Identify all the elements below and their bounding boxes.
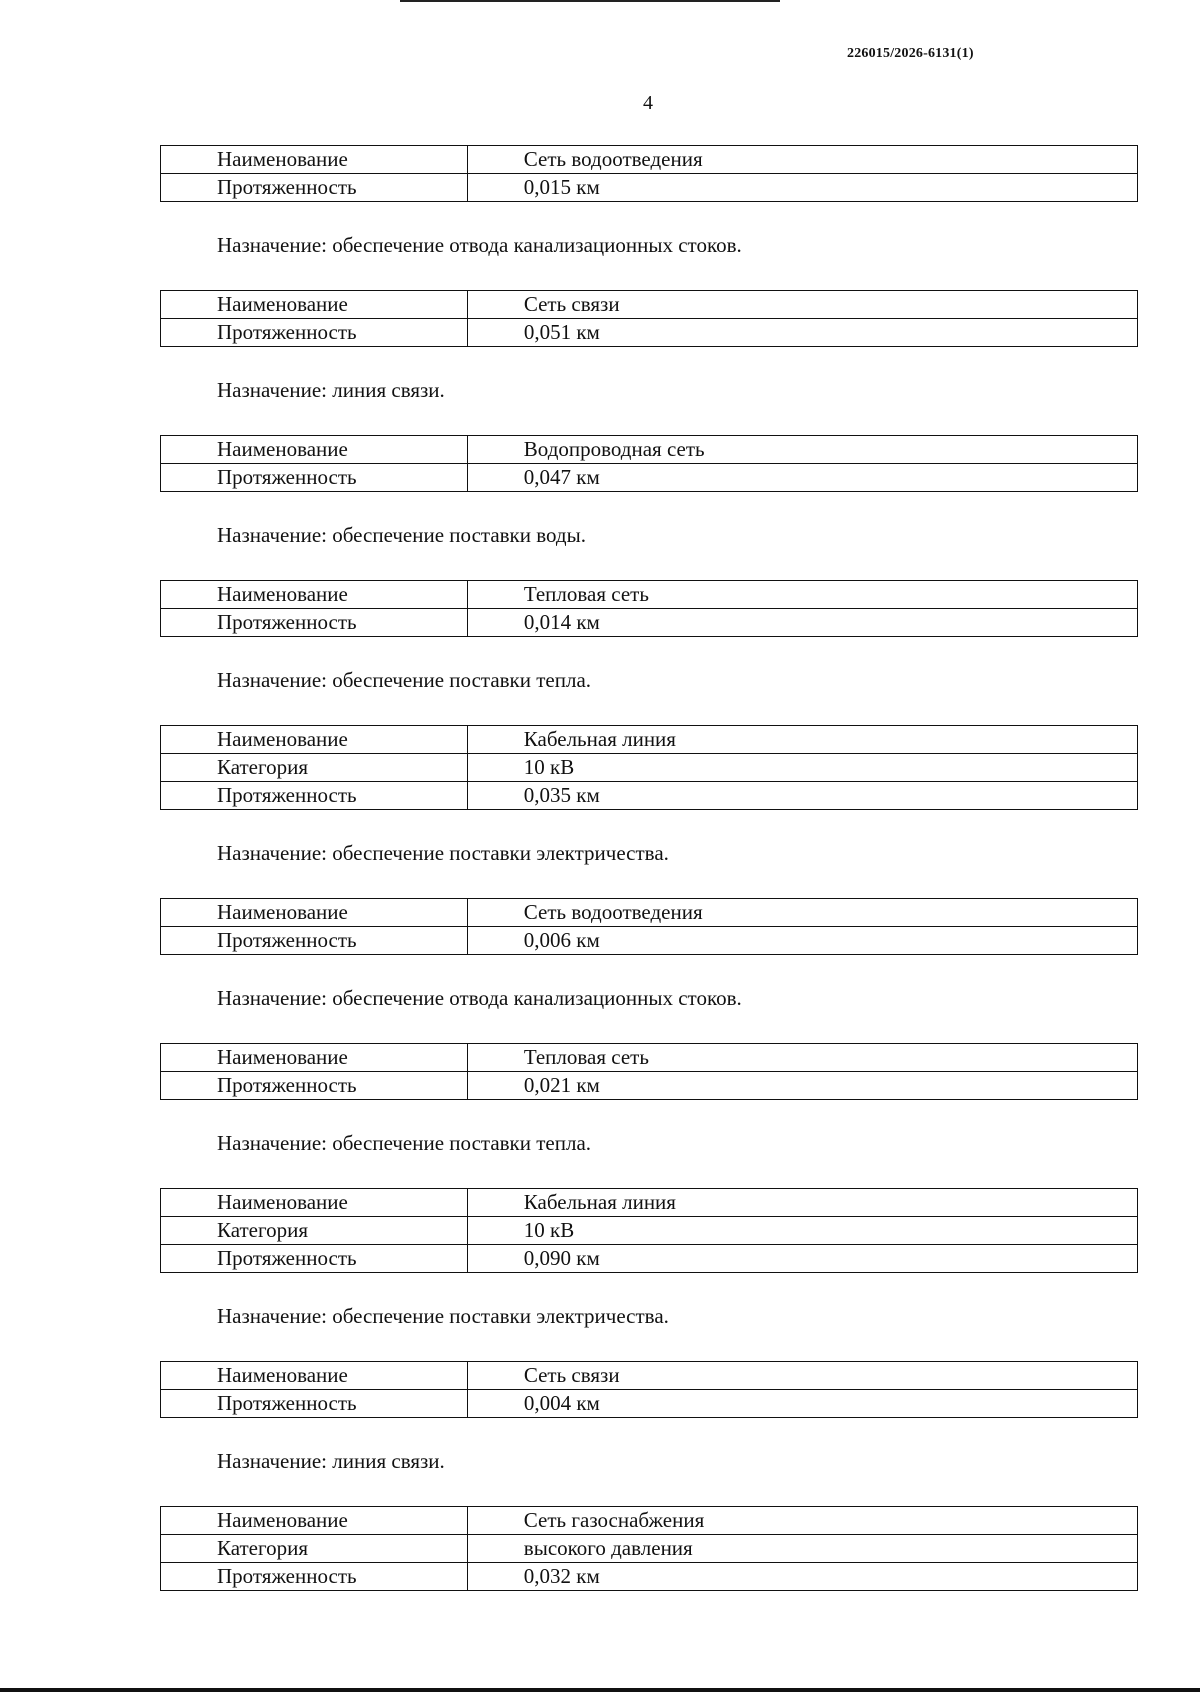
field-label: Наименование <box>161 1362 468 1390</box>
field-label: Протяженность <box>161 782 468 810</box>
object-block <box>160 290 1140 404</box>
field-value: 0,015 км <box>467 174 1137 202</box>
object-block <box>160 435 1140 549</box>
field-value: Сеть связи <box>467 1362 1137 1390</box>
object-spec-table <box>160 898 1138 955</box>
object-spec-table <box>160 1188 1138 1273</box>
table-row-length <box>161 1072 1138 1100</box>
field-label: Категория <box>161 1217 468 1245</box>
object-spec-table <box>160 580 1138 637</box>
page-number: 4 <box>643 92 653 114</box>
table-row-name <box>161 899 1138 927</box>
purpose-text: Назначение: обеспечение поставки электричества. <box>217 1304 669 1328</box>
field-label: Протяженность <box>161 1563 468 1591</box>
table-row-category <box>161 1217 1138 1245</box>
field-value: 0,014 км <box>467 609 1137 637</box>
field-value: 10 кВ <box>467 1217 1137 1245</box>
object-block <box>160 1506 1140 1591</box>
field-label: Протяженность <box>161 174 468 202</box>
field-value: Сеть водоотведения <box>467 899 1137 927</box>
field-value: 0,090 км <box>467 1245 1137 1273</box>
field-value: 0,021 км <box>467 1072 1137 1100</box>
table-row-name <box>161 581 1138 609</box>
object-spec-table <box>160 290 1138 347</box>
document-body <box>160 145 1140 1591</box>
object-spec-table <box>160 145 1138 202</box>
object-block <box>160 1361 1140 1475</box>
table-row-length <box>161 609 1138 637</box>
field-value: Водопроводная сеть <box>467 436 1137 464</box>
table-row-length <box>161 464 1138 492</box>
purpose-text: Назначение: линия связи. <box>217 1449 445 1473</box>
field-label: Протяженность <box>161 464 468 492</box>
field-label: Наименование <box>161 1507 468 1535</box>
table-row-length <box>161 782 1138 810</box>
field-label: Наименование <box>161 726 468 754</box>
table-row-length <box>161 319 1138 347</box>
field-value: 0,032 км <box>467 1563 1137 1591</box>
purpose-text: Назначение: обеспечение поставки электричества. <box>217 841 669 865</box>
purpose-text: Назначение: обеспечение поставки тепла. <box>217 668 592 692</box>
object-block <box>160 1043 1140 1157</box>
object-spec-table <box>160 1361 1138 1418</box>
field-label: Наименование <box>161 899 468 927</box>
field-value: Сеть связи <box>467 291 1137 319</box>
object-spec-table <box>160 725 1138 810</box>
field-label: Наименование <box>161 581 468 609</box>
field-label: Протяженность <box>161 927 468 955</box>
object-spec-table <box>160 1043 1138 1100</box>
table-row-length <box>161 1245 1138 1273</box>
purpose-text: Назначение: обеспечение поставки воды. <box>217 523 586 547</box>
table-row-category <box>161 1535 1138 1563</box>
field-label: Наименование <box>161 1044 468 1072</box>
field-value: Сеть водоотведения <box>467 146 1137 174</box>
object-block <box>160 580 1140 694</box>
object-block <box>160 898 1140 1012</box>
object-block <box>160 145 1140 259</box>
purpose-text: Назначение: обеспечение отвода канализационных стоков. <box>217 233 742 257</box>
field-value: Кабельная линия <box>467 1189 1137 1217</box>
purpose-text: Назначение: линия связи. <box>217 378 445 402</box>
field-value: 0,006 км <box>467 927 1137 955</box>
scan-top-edge <box>400 0 780 2</box>
field-label: Протяженность <box>161 1245 468 1273</box>
field-value: высокого давления <box>467 1535 1137 1563</box>
table-row-name <box>161 1362 1138 1390</box>
object-spec-table <box>160 435 1138 492</box>
field-value: 0,035 км <box>467 782 1137 810</box>
field-label: Наименование <box>161 146 468 174</box>
field-value: Сеть газоснабжения <box>467 1507 1137 1535</box>
field-value: Тепловая сеть <box>467 1044 1137 1072</box>
field-label: Протяженность <box>161 1072 468 1100</box>
table-row-name <box>161 726 1138 754</box>
object-block <box>160 1188 1140 1330</box>
table-row-length <box>161 927 1138 955</box>
field-value: Тепловая сеть <box>467 581 1137 609</box>
table-row-name <box>161 1189 1138 1217</box>
field-value: 0,051 км <box>467 319 1137 347</box>
object-spec-table <box>160 1506 1138 1591</box>
table-row-name <box>161 146 1138 174</box>
table-row-name <box>161 1044 1138 1072</box>
table-row-name <box>161 291 1138 319</box>
field-label: Наименование <box>161 1189 468 1217</box>
field-value: 0,047 км <box>467 464 1137 492</box>
field-label: Протяженность <box>161 609 468 637</box>
field-value: Кабельная линия <box>467 726 1137 754</box>
table-row-length <box>161 1390 1138 1418</box>
field-label: Категория <box>161 1535 468 1563</box>
purpose-text: Назначение: обеспечение поставки тепла. <box>217 1131 592 1155</box>
field-label: Наименование <box>161 291 468 319</box>
table-row-length <box>161 1563 1138 1591</box>
document-number: 226015/2026-6131(1) <box>847 46 974 61</box>
field-label: Категория <box>161 754 468 782</box>
table-row-category <box>161 754 1138 782</box>
field-value: 10 кВ <box>467 754 1137 782</box>
field-label: Протяженность <box>161 1390 468 1418</box>
table-row-length <box>161 174 1138 202</box>
field-value: 0,004 км <box>467 1390 1137 1418</box>
table-row-name <box>161 436 1138 464</box>
field-label: Наименование <box>161 436 468 464</box>
scan-bottom-edge <box>0 1688 1200 1692</box>
table-row-name <box>161 1507 1138 1535</box>
object-block <box>160 725 1140 867</box>
purpose-text: Назначение: обеспечение отвода канализационных стоков. <box>217 986 742 1010</box>
field-label: Протяженность <box>161 319 468 347</box>
